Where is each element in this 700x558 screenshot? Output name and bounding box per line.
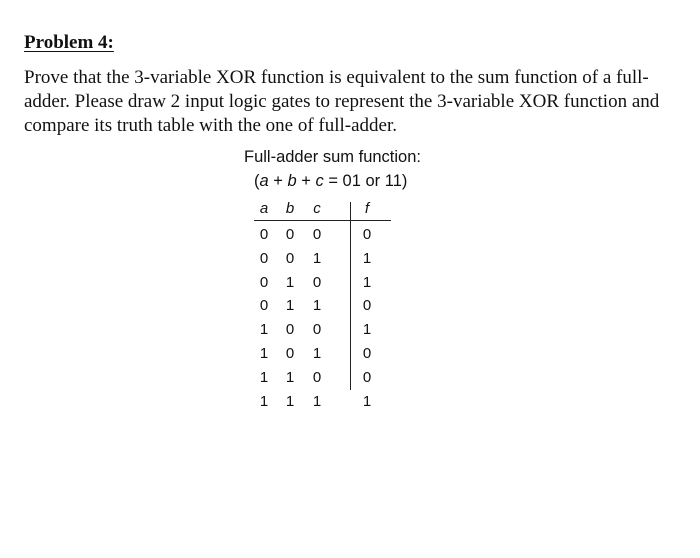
truth-table-cell-r3-c: 0 xyxy=(312,273,322,291)
condition-var-a: a xyxy=(259,172,269,190)
truth-table-cell-r6-a: 1 xyxy=(259,345,269,362)
condition-plus-2: + xyxy=(296,172,316,190)
truth-table-cell-r8-f: 1 xyxy=(362,392,372,410)
truth-table-cell-r8-b: 1 xyxy=(285,392,295,410)
truth-table-header-b: b xyxy=(285,200,295,217)
truth-table-cell-r6-b: 0 xyxy=(285,345,295,362)
truth-table-cell-r5-f: 1 xyxy=(362,321,372,339)
full-adder-condition xyxy=(254,172,407,191)
truth-table-cell-r2-c: 1 xyxy=(312,249,322,267)
truth-table-cell-r5-a: 1 xyxy=(259,321,269,339)
truth-table-header-a: a xyxy=(259,200,269,217)
truth-table-cell-r1-a: 0 xyxy=(259,226,269,243)
truth-table-cell-r4-c: 1 xyxy=(312,297,322,315)
truth-table-cell-r3-f: 1 xyxy=(362,273,372,291)
truth-table-cell-r7-f: 0 xyxy=(362,368,372,386)
condition-var-b: b xyxy=(287,172,297,190)
truth-table-cell-r2-b: 0 xyxy=(285,249,295,267)
truth-table-cell-r3-b: 1 xyxy=(285,273,295,291)
truth-table-header-f: f xyxy=(364,200,370,217)
truth-table-cell-r6-f: 0 xyxy=(362,345,372,362)
truth-table-header-rule xyxy=(254,220,391,221)
truth-table-cell-r5-c: 0 xyxy=(312,321,322,339)
problem-line-1: Prove that the 3-variable XOR function is equivalent to the sum function of a full- xyxy=(24,67,649,88)
truth-table-cell-r4-f: 0 xyxy=(362,297,372,315)
condition-plus-1: + xyxy=(268,172,288,190)
problem-line-2: adder. Please draw 2 input logic gates to represent the 3-variable XOR function and xyxy=(24,91,660,112)
condition-rest: = 01 or 11) xyxy=(323,172,408,190)
full-adder-title: Full-adder sum function: xyxy=(244,148,421,166)
problem-heading: Problem 4: xyxy=(24,32,114,53)
truth-table xyxy=(254,198,394,410)
condition-var-c: c xyxy=(315,172,324,190)
truth-table-cell-r5-b: 0 xyxy=(285,321,295,339)
truth-table-cell-r4-b: 1 xyxy=(285,297,295,315)
truth-table-cell-r7-a: 1 xyxy=(259,368,269,386)
truth-table-cell-r8-a: 1 xyxy=(259,392,269,410)
truth-table-cell-r2-f: 1 xyxy=(362,249,372,267)
problem-line-3: compare its truth table with the one of full-adder. xyxy=(24,115,398,136)
truth-table-cell-r1-b: 0 xyxy=(285,226,295,243)
truth-table-cell-r4-a: 0 xyxy=(259,297,269,315)
truth-table-cell-r2-a: 0 xyxy=(259,249,269,267)
truth-table-cell-r7-c: 0 xyxy=(312,368,322,386)
truth-table-cell-r8-c: 1 xyxy=(312,392,322,410)
problem-statement xyxy=(24,66,674,138)
truth-table-header-c: c xyxy=(313,200,321,217)
truth-table-cell-r1-f: 0 xyxy=(362,226,372,243)
truth-table-cell-r7-b: 1 xyxy=(285,368,295,386)
truth-table-cell-r6-c: 1 xyxy=(312,345,322,362)
truth-table-output-divider xyxy=(350,202,351,390)
condition-open: ( xyxy=(254,172,260,190)
truth-table-cell-r3-a: 0 xyxy=(259,273,269,291)
truth-table-cell-r1-c: 0 xyxy=(312,226,322,243)
